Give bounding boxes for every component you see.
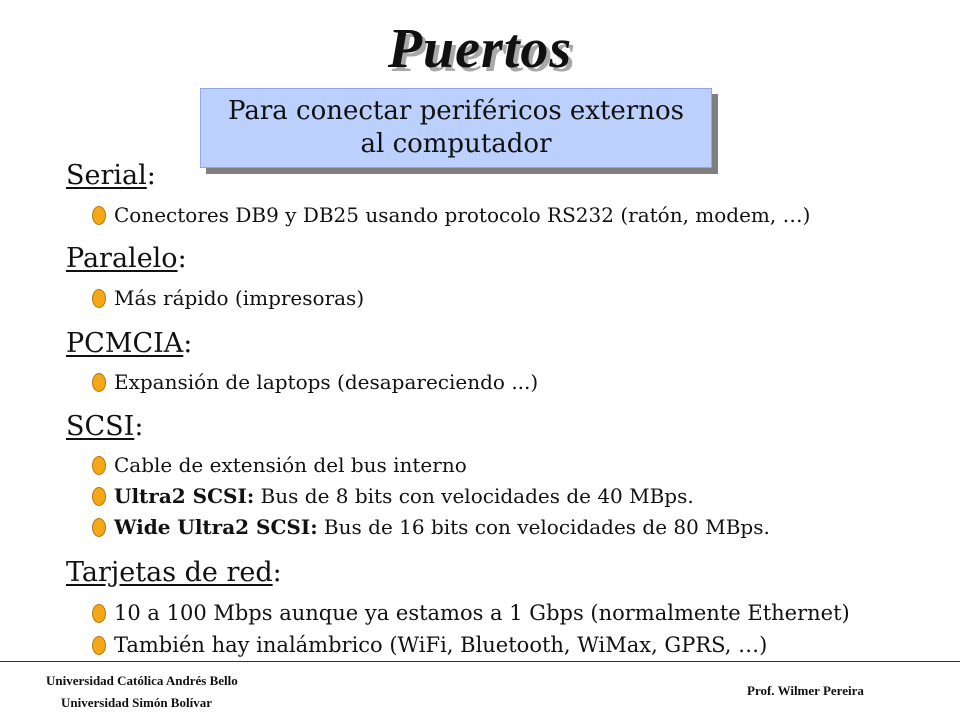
list-item-bold: Ultra2 SCSI:	[114, 484, 255, 508]
footer-divider	[0, 661, 960, 662]
list-item	[92, 285, 364, 311]
list-item-text: También hay inalámbrico (WiFi, Bluetooth, WiMax, GPRS, …)	[114, 633, 768, 657]
section-scsi-heading	[66, 411, 143, 443]
callout-line-2: al computador	[360, 129, 552, 159]
list-item	[92, 514, 770, 540]
bullet-icon	[92, 487, 106, 506]
section-paralelo-heading	[66, 243, 187, 275]
list-item-text: Conectores DB9 y DB25 usando protocolo RS232 (ratón, modem, …)	[114, 203, 811, 227]
section-red-heading	[66, 557, 282, 589]
section-colon: :	[134, 411, 144, 442]
section-serial-heading	[66, 160, 156, 192]
list-item	[92, 600, 850, 626]
list-item-text: 10 a 100 Mbps aunque ya estamos a 1 Gbps (normalmente Ethernet)	[114, 601, 850, 625]
footer-university-2: Universidad Simón Bolívar	[61, 695, 212, 710]
section-scsi-label: SCSI	[66, 411, 135, 442]
list-item-text: Bus de 16 bits con velocidades de 80 MBps.	[317, 515, 770, 539]
list-item-bold: Wide Ultra2 SCSI:	[114, 515, 318, 539]
bullet-icon	[92, 518, 106, 537]
section-pcmcia-heading	[66, 328, 192, 360]
bullet-icon	[92, 636, 106, 655]
list-item	[92, 483, 694, 509]
list-item-text: Bus de 8 bits con velocidades de 40 MBps.	[254, 484, 694, 508]
bullet-icon	[92, 373, 106, 392]
section-colon: :	[183, 328, 193, 359]
list-item-text: Cable de extensión del bus interno	[114, 453, 467, 477]
bullet-icon	[92, 206, 106, 225]
list-item	[92, 202, 810, 228]
section-red-label: Tarjetas de red	[66, 557, 273, 588]
bullet-icon	[92, 604, 106, 623]
slide-title: Puertos	[387, 18, 573, 80]
section-colon: :	[272, 557, 282, 588]
section-paralelo-label: Paralelo	[66, 243, 178, 274]
list-item-text: Expansión de laptops (desapareciendo ...)	[114, 370, 539, 394]
bullet-icon	[92, 289, 106, 308]
section-serial-label: Serial	[66, 160, 147, 191]
list-item	[92, 369, 538, 395]
list-item	[92, 632, 767, 658]
bullet-icon	[92, 456, 106, 475]
section-colon: :	[146, 160, 156, 191]
list-item-text: Más rápido (impresoras)	[114, 286, 365, 310]
section-colon: :	[177, 243, 187, 274]
callout-box	[200, 88, 712, 168]
list-item	[92, 452, 467, 478]
footer-author: Prof. Wilmer Pereira	[747, 683, 864, 698]
callout-line-1: Para conectar periféricos externos	[228, 96, 684, 126]
section-pcmcia-label: PCMCIA	[66, 328, 184, 359]
footer-university-1: Universidad Católica Andrés Bello	[46, 673, 238, 688]
